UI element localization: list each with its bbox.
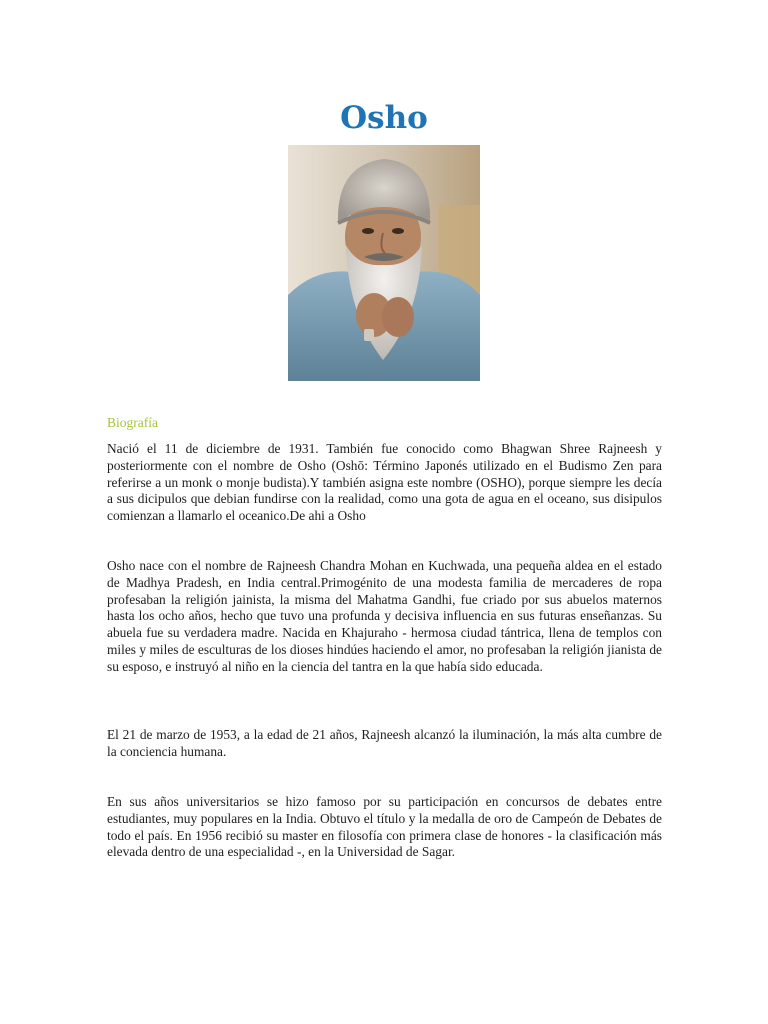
section-heading-biography: Biografía <box>107 415 158 430</box>
page-title: Osho <box>340 100 428 136</box>
portrait-photo <box>288 145 480 381</box>
paragraph-enlightenment: El 21 de marzo de 1953, a la edad de 21 años, Rajneesh alcanzó la iluminación, la más alta cumbre de la conciencia humana. <box>107 727 662 759</box>
paragraph-birth: Nació el 11 de diciembre de 1931. También fue conocido como Bhagwan Shree Rajneesh y posteriormente con el nombre de Osho (Oshō: Término Japonés utilizado en el Budismo Zen para referirse a un monk o monje budista).Y también asigna este nombre (OSHO), porque siempre les decía a sus dicipulos que debian fundirse con la realidad, como una gota de agua en el oceano, sus disipulos comienzan a llamarlo el oceanico.De ahi a Osho <box>107 441 662 524</box>
paragraph-childhood: Osho nace con el nombre de Rajneesh Chandra Mohan en Kuchwada, una pequeña aldea en el estado de Madhya Pradesh, en India central.Primogénito de una modesta familia de mercaderes de ropa profesaban la religión jainista, la misma del Mahatma Gandhi, fue criado por sus abuelos maternos hasta los ocho años, hecho que tuvo una profunda y decisiva influencia en sus futuras enseñanzas. Su abuela fue su verdadera madre. Nacida en Khajuraho - hermosa ciudad tántrica, llena de templos con miles y miles de esculturas de los dioses hindúes haciendo el amor, no profesaban la religión jianista de su esposo, e instruyó al niño en la ciencia del tantra en la que había sido educada. <box>107 558 662 674</box>
paragraph-university: En sus años universitarios se hizo famoso por su participación en concursos de debates entre estudiantes, muy populares en la India. Obtuvo el título y la medalla de oro de Campeón de Debates de todo el país. En 1956 recibió su master en filosofía con primera clase de honores - la clasificación más elevada dentro de una especialidad -, en la Universidad de Sagar. <box>107 794 662 860</box>
